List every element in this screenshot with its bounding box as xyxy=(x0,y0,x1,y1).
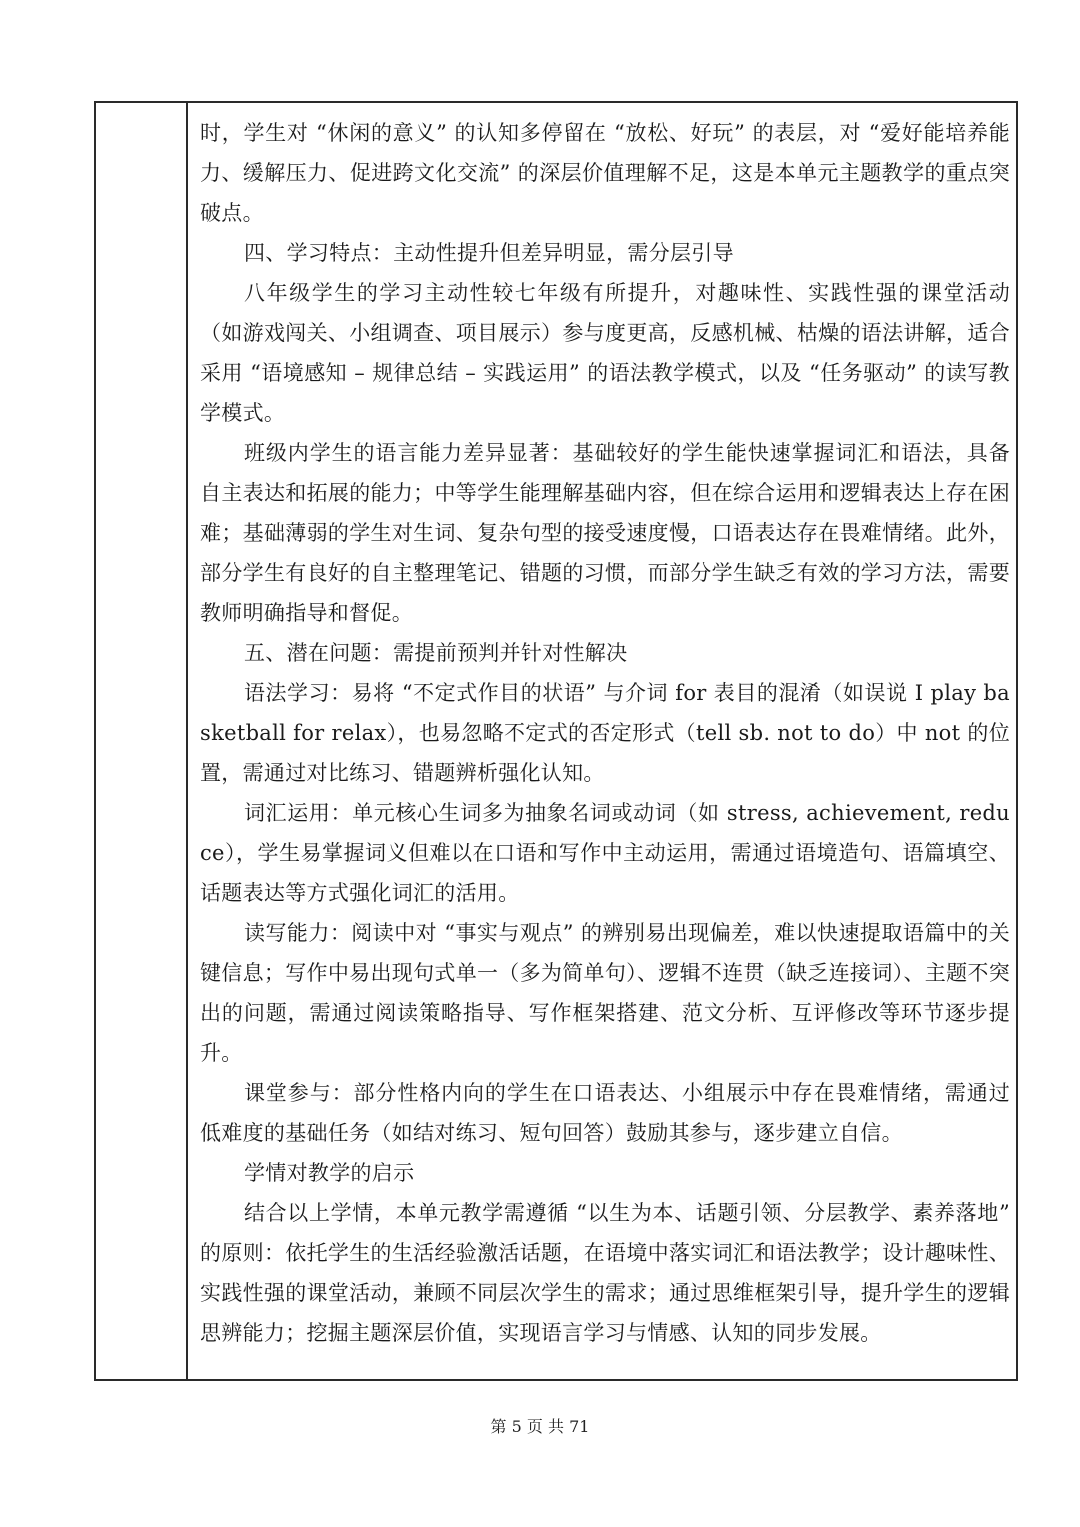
page-number-footer: 第 5 页 共 71 xyxy=(490,1417,590,1436)
section-heading-potential-problems: 五、潜在问题：需提前预判并针对性解决 xyxy=(244,641,628,665)
content-cell xyxy=(200,113,1010,1353)
section-heading-teaching-implications: 学情对教学的启示 xyxy=(244,1161,415,1185)
paragraph-initiative: 八年级学生的学习主动性较七年级有所提升，对趣味性、实践性强的课堂活动（如游戏闯关、小组调查、项目展示）参与度更高，反感机械、枯燥的语法讲解，适合采用 “语境感知 – 规律总结 – 实践运用” 的语法教学模式，以及 “任务驱动” 的读写教学模式。 xyxy=(200,281,1010,425)
paragraph-continuation: 时，学生对 “休闲的意义” 的认知多停留在 “放松、好玩” 的表层，对 “爱好能培养能力、缓解压力、促进跨文化交流” 的深层价值理解不足，这是本单元主题教学的重点突破点。 xyxy=(200,121,1010,225)
paragraph-vocabulary-usage: 词汇运用：单元核心生词多为抽象名词或动词（如 stress, achievement, reduce），学生易掌握词义但难以在口语和写作中主动运用，需通过语境造句、语篇填空、话题表达等方式强化词汇的活用。 xyxy=(200,801,1010,905)
paragraph-reading-writing: 读写能力：阅读中对 “事实与观点” 的辨别易出现偏差，难以快速提取语篇中的关键信息；写作中易出现句式单一（多为简单句）、逻辑不连贯（缺乏连接词）、主题不突出的问题，需通过阅读策略指导、写作框架搭建、范文分析、互评修改等环节逐步提升。 xyxy=(200,921,1010,1065)
left-column-cell xyxy=(96,103,188,1379)
paragraph-class-participation: 课堂参与：部分性格内向的学生在口语表达、小组展示中存在畏难情绪，需通过低难度的基础任务（如结对练习、短句回答）鼓励其参与，逐步建立自信。 xyxy=(200,1081,1010,1145)
paragraph-ability-differences: 班级内学生的语言能力差异显著：基础较好的学生能快速掌握词汇和语法，具备自主表达和拓展的能力；中等学生能理解基础内容，但在综合运用和逻辑表达上存在困难；基础薄弱的学生对生词、复杂句型的接受速度慢，口语表达存在畏难情绪。此外，部分学生有良好的自主整理笔记、错题的习惯，而部分学生缺乏有效的学习方法，需要教师明确指导和督促。 xyxy=(200,441,1010,625)
paragraph-conclusion: 结合以上学情，本单元教学需遵循 “以生为本、话题引领、分层教学、素养落地” 的原则：依托学生的生活经验激活话题，在语境中落实词汇和语法教学；设计趣味性、实践性强的课堂活动，兼顾不同层次学生的需求；通过思维框架引导，提升学生的逻辑思辨能力；挖掘主题深层价值，实现语言学习与情感、认知的同步发展。 xyxy=(200,1201,1010,1345)
section-heading-learning-traits: 四、学习特点：主动性提升但差异明显，需分层引导 xyxy=(244,241,734,265)
paragraph-grammar-learning: 语法学习：易将 “不定式作目的状语” 与介词 for 表目的混淆（如误说 I play basketball for relax），也易忽略不定式的否定形式（tell sb. not to do）中 not 的位置，需通过对比练习、错题辨析强化认知。 xyxy=(200,681,1010,785)
document-table xyxy=(94,101,1018,1381)
